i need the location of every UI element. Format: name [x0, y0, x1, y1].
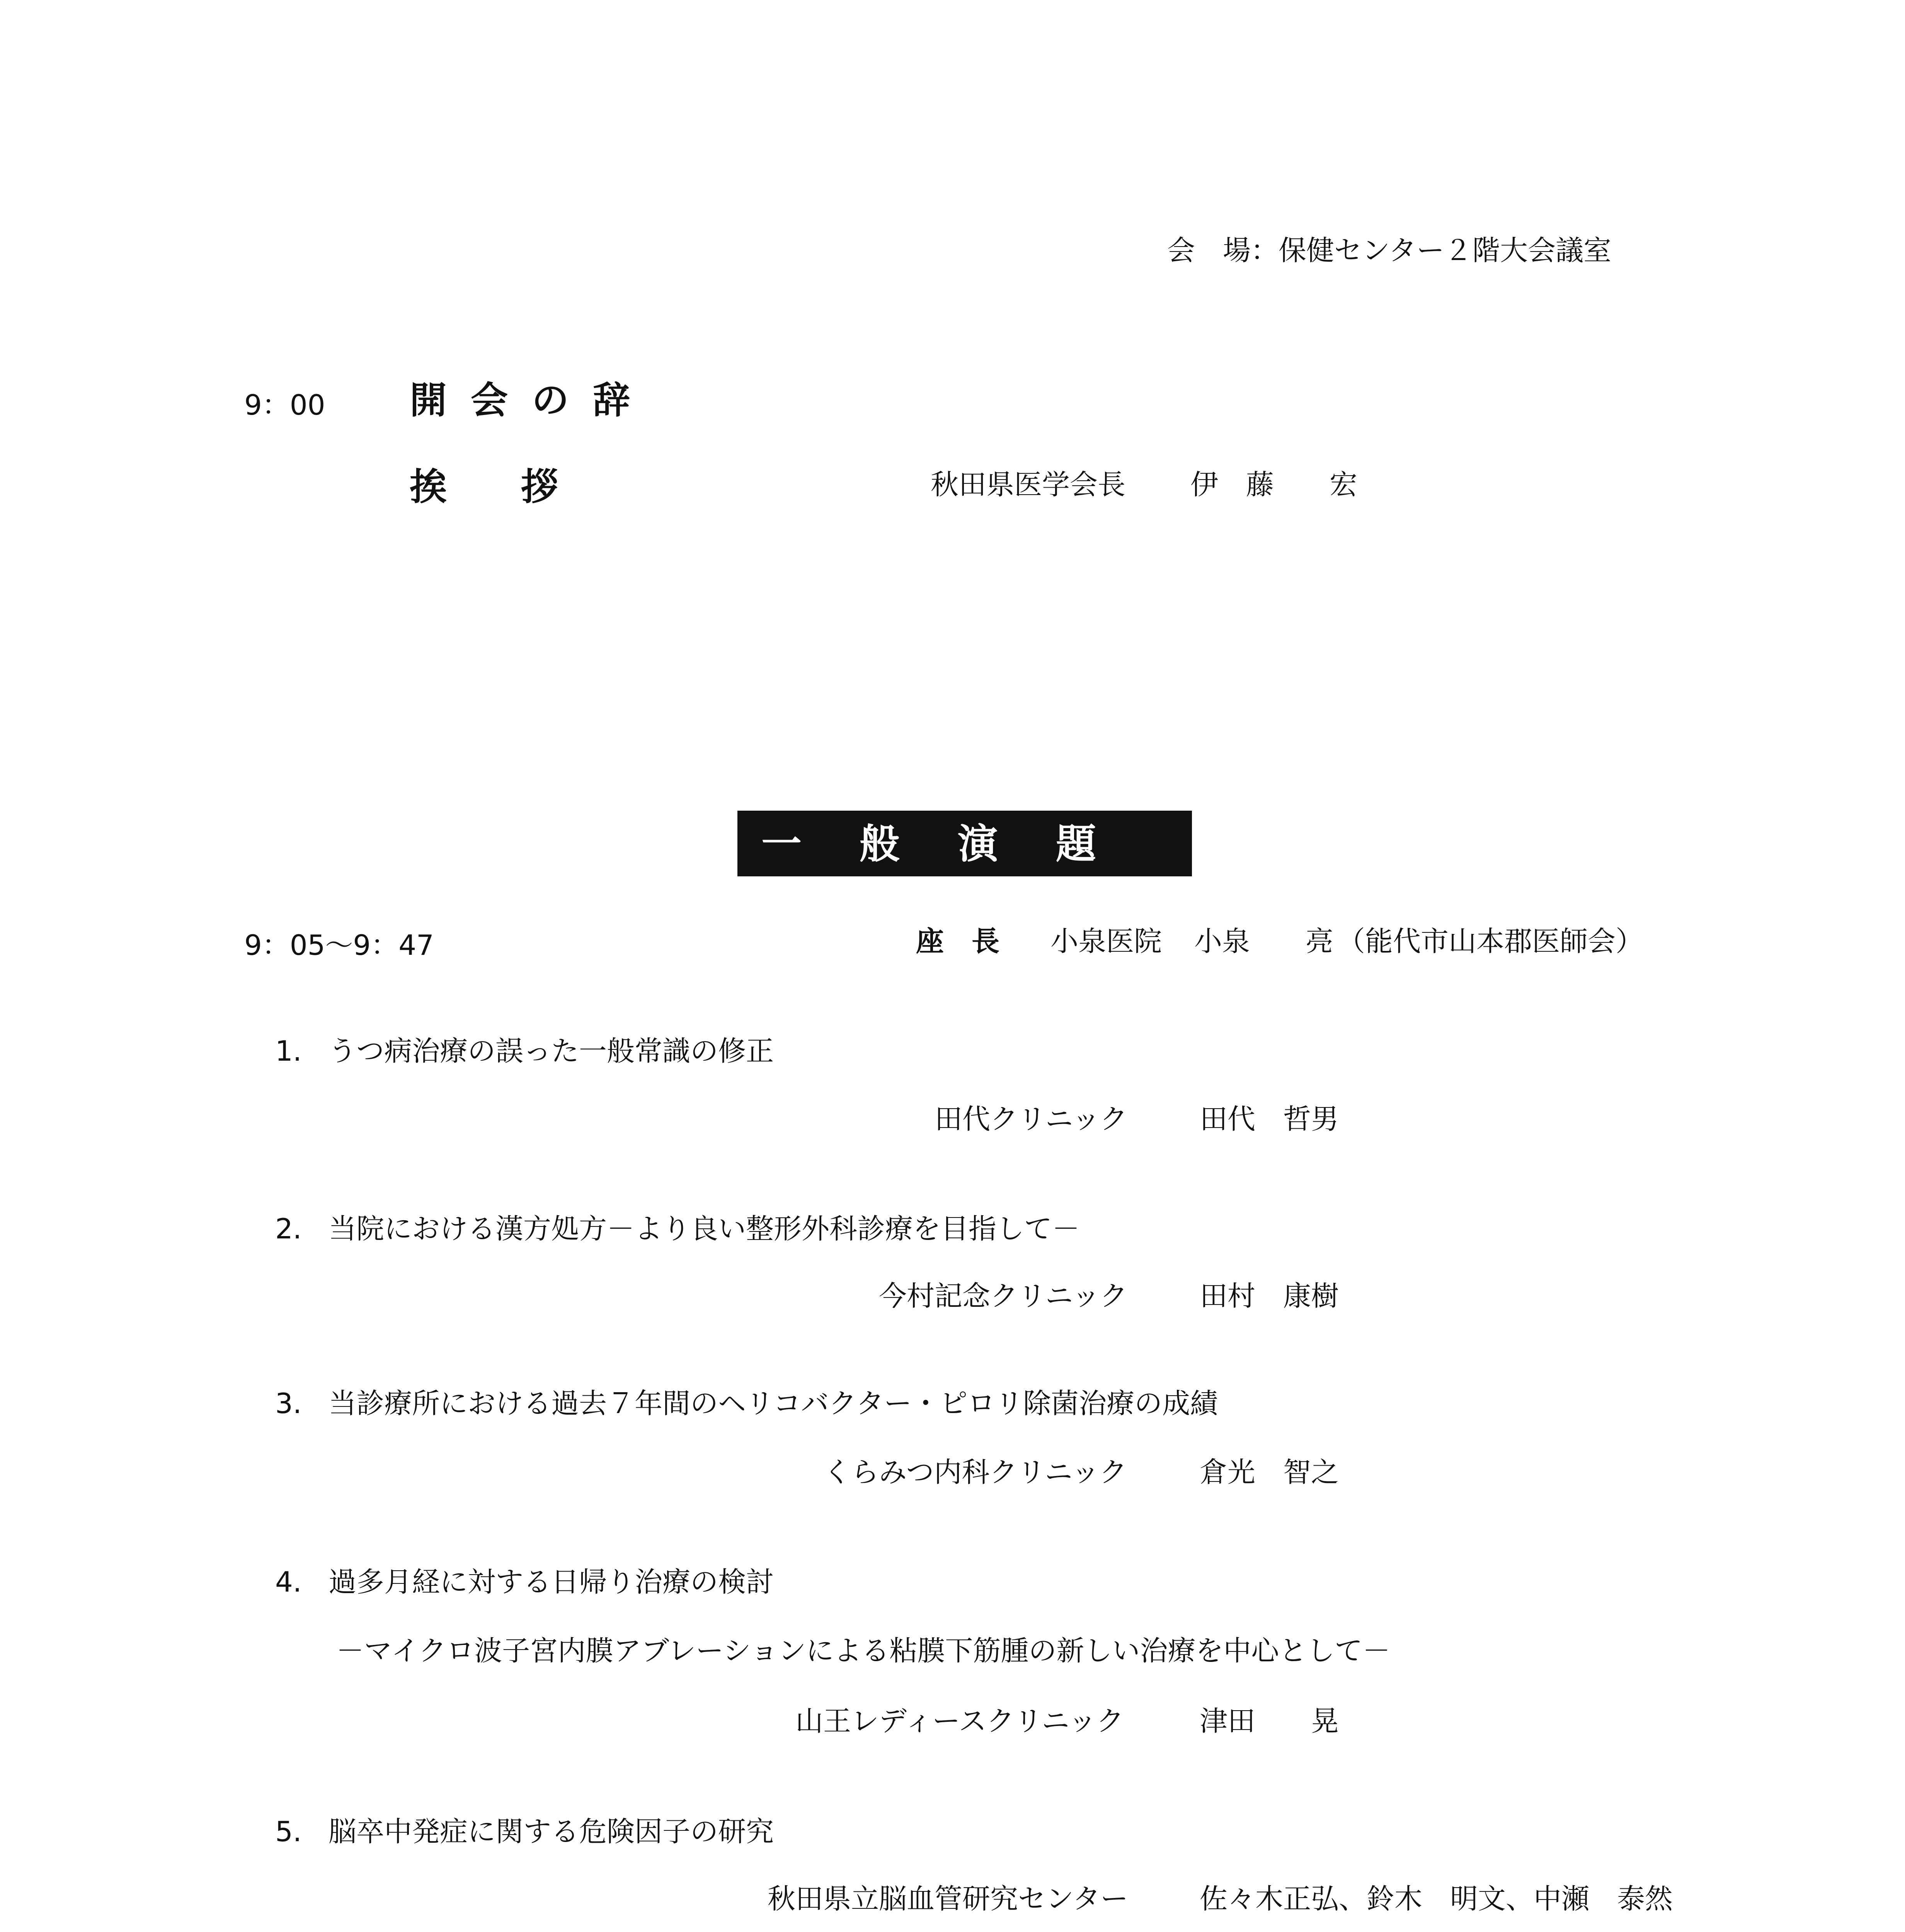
- talk-authors: 佐々木正弘、鈴木 明文、中瀬 泰然: [1200, 1883, 1673, 1915]
- talk-affiliation: くらみつ内科クリニック: [823, 1456, 1127, 1488]
- greeter-affiliation: 秋田県医学会長: [931, 468, 1126, 501]
- session-time: 9：05〜9：47: [244, 929, 434, 961]
- talk-authors: 田代 哲男: [1200, 1103, 1339, 1135]
- chair-name: 小泉 亮: [1194, 925, 1334, 957]
- talk-authors: 田村 康樹: [1200, 1280, 1339, 1312]
- chair-affiliation: 小泉医院: [1050, 925, 1162, 957]
- talk-title: うつ病治療の誤った一般常識の修正: [329, 1035, 774, 1067]
- talk-title: 脳卒中発症に関する危険因子の研究: [329, 1815, 774, 1848]
- chair-label: 座 長: [916, 925, 1000, 957]
- talk-subtitle: －マイクロ波子宮内膜アブレーションによる粘膜下筋腫の新しい治療を中心として－: [336, 1634, 1391, 1667]
- opening-title: 開会の辞: [410, 379, 654, 422]
- talk-number: 5.: [275, 1815, 302, 1848]
- talk-title: 当診療所における過去７年間のヘリコバクター・ピロリ除菌治療の成績: [329, 1387, 1218, 1420]
- talk-title: 当院における漢方処方－より良い整形外科診療を目指して－: [329, 1213, 1080, 1245]
- talk-affiliation: 今村記念クリニック: [879, 1280, 1128, 1312]
- section-banner: [737, 811, 1192, 876]
- talk-number: 2.: [275, 1213, 302, 1245]
- talk-number: 4.: [275, 1566, 302, 1598]
- greeter-name: 伊 藤 宏: [1190, 468, 1358, 501]
- section-banner-text: 一般演題: [761, 820, 1154, 867]
- talk-title: 過多月経に対する日帰り治療の検討: [329, 1566, 774, 1598]
- chair-organization: （能代市山本郡医師会）: [1337, 925, 1644, 957]
- talk-authors: 倉光 智之: [1200, 1456, 1339, 1488]
- talk-affiliation: 田代クリニック: [935, 1103, 1128, 1135]
- talk-authors: 津田 晃: [1200, 1705, 1339, 1737]
- greeting-label: 挨 拶: [410, 465, 558, 509]
- talk-number: 3.: [275, 1387, 302, 1420]
- talk-number: 1.: [275, 1035, 302, 1067]
- talk-affiliation: 秋田県立脳血管研究センター: [768, 1883, 1129, 1915]
- venue-text: 会 場：保健センター２階大会議室: [1167, 234, 1612, 267]
- talk-affiliation: 山王レディースクリニック: [795, 1705, 1124, 1737]
- opening-time: 9：00: [244, 389, 325, 421]
